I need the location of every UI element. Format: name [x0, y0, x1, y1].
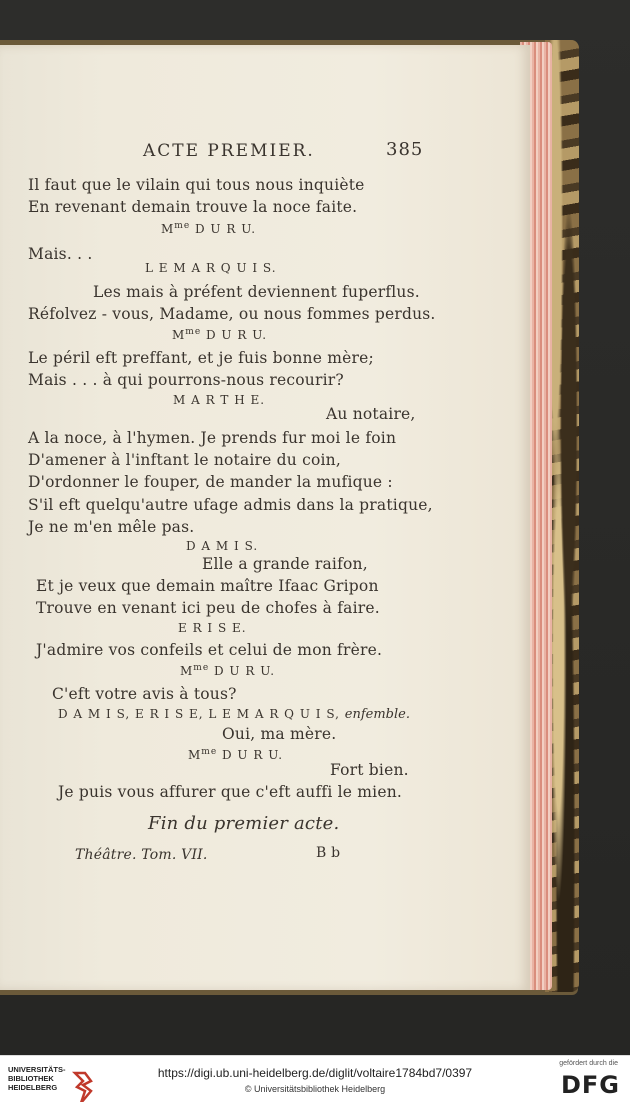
verse-line: Il faut que le vilain qui tous nous inquiète	[28, 176, 365, 194]
verse-line: Le péril eft preffant, et je fuis bonne mère;	[28, 349, 374, 367]
verse-line: Elle a grande raifon,	[202, 555, 368, 573]
verse-line: Mais. . .	[28, 245, 93, 263]
footer-bar	[0, 1055, 630, 1102]
verse-line: Réfolvez - vous, Madame, ou nous fommes perdus.	[28, 305, 436, 323]
verse-line: Fort bien.	[330, 761, 409, 779]
verse-line: D'ordonner le fouper, de mander la mufique :	[28, 473, 393, 491]
speaker-name	[172, 327, 267, 342]
permalink-url[interactable]: https://digi.ub.uni-heidelberg.de/diglit/voltaire1784bd7/0397	[157, 1066, 473, 1080]
speaker-label: D U R U.	[206, 328, 268, 342]
gathering-mark: B b	[316, 845, 341, 861]
mme-prefix: M	[180, 664, 194, 678]
verse-line: A la noce, à l'hymen. Je prends fur moi le foin	[28, 429, 397, 447]
mme-sup: me	[193, 663, 210, 673]
speaker-name: M A R T H E.	[173, 393, 266, 407]
verse-line: C'eft votre avis à tous?	[52, 685, 237, 703]
verse-line: J'admire vos confeils et celui de mon frère.	[36, 641, 383, 659]
page-number: 385	[386, 139, 424, 160]
speaker-name: D A M I S.	[186, 539, 259, 553]
verse-line: Je ne m'en mêle pas.	[28, 518, 195, 536]
verse-line: Je puis vous affurer que c'eft auffi le mien.	[58, 783, 403, 801]
verse-line: Trouve en venant ici peu de chofes à faire.	[36, 599, 380, 617]
mme-sup: me	[185, 327, 202, 337]
verse-line: Oui, ma mère.	[222, 725, 337, 743]
speaker-name	[180, 663, 275, 678]
speaker-label: D U R U.	[222, 748, 284, 762]
speaker-label: D U R U.	[195, 222, 257, 236]
speaker-name	[58, 707, 410, 722]
speaker-label: D A M I S, E R I S E, L E M A R Q U I S,	[58, 707, 340, 721]
stage-direction: enfemble.	[344, 707, 410, 722]
speaker-name: E R I S E.	[178, 621, 247, 635]
verse-line: S'il eft quelqu'autre ufage admis dans la pratique,	[28, 496, 433, 514]
mme-prefix: M	[172, 328, 186, 342]
speaker-name: L E M A R Q U I S.	[145, 261, 277, 275]
book-page	[0, 45, 530, 990]
mme-prefix: M	[188, 748, 202, 762]
verse-line: Mais . . . à qui pourrons-nous recourir?	[28, 371, 344, 389]
verse-line: En revenant demain trouve la noce faite.	[28, 198, 358, 216]
verse-line: D'amener à l'inftant le notaire du coin,	[28, 451, 341, 469]
dfg-logo[interactable]: DFG	[560, 1071, 620, 1099]
page-text	[0, 45, 530, 990]
speaker-label: D U R U.	[214, 664, 276, 678]
library-logo-text: UNIVERSITÄTS-BIBLIOTHEK HEIDELBERG	[8, 1065, 66, 1092]
copyright-notice: © Universitätsbibliothek Heidelberg	[244, 1084, 386, 1094]
mme-sup: me	[174, 221, 191, 231]
act-end: Fin du premier acte.	[148, 813, 340, 834]
funding-note: gefördert durch die	[559, 1060, 618, 1067]
speaker-name	[188, 747, 283, 762]
signature-mark: Théâtre. Tom. VII.	[75, 847, 208, 863]
verse-line: Les mais à préfent deviennent fuperflus.	[93, 283, 420, 301]
running-header: ACTE PREMIER.	[143, 141, 315, 161]
speaker-name	[161, 221, 256, 236]
mme-prefix: M	[161, 222, 175, 236]
mme-sup: me	[201, 747, 218, 757]
verse-line: Et je veux que demain maître Ifaac Gripon	[36, 577, 379, 595]
verse-line: Au notaire,	[326, 405, 416, 423]
